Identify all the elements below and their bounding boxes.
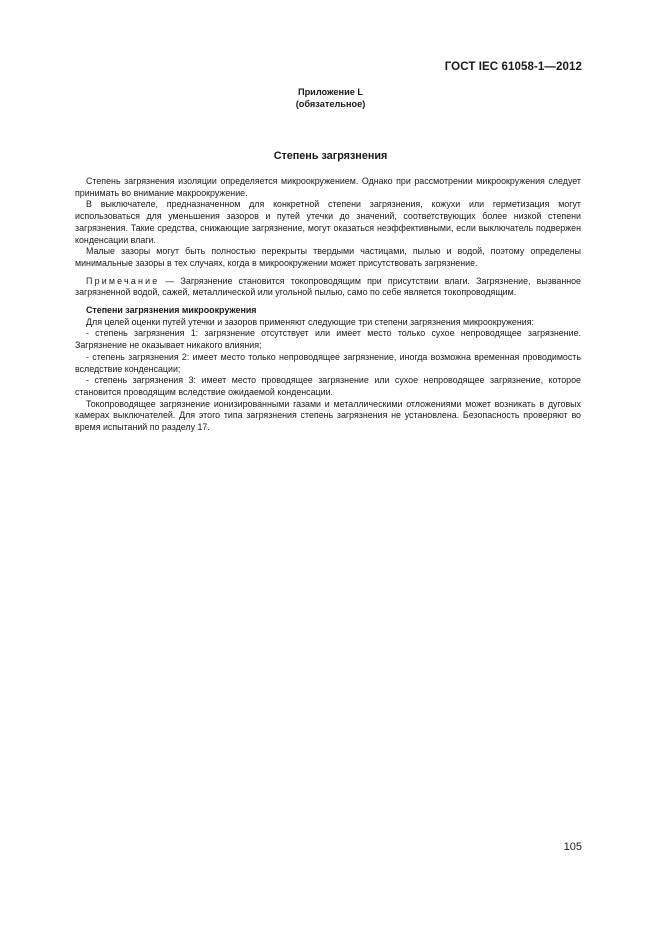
paragraph-enclosures: В выключателе, предназначенном для конкретной степени загрязнения, кожухи или герметизация могут использоваться для уменьшения зазоров и путей утечки до значений, соответствующих более низкой степени загрязнения. Такие средства, снижающие загрязнение, могут оказаться неэффективными, если выключатель подвержен конденсации влаги. (75, 199, 581, 245)
standard-code: ГОСТ IEC 61058-1—2012 (444, 61, 582, 73)
paragraph-microenvironment: Степень загрязнения изоляции определяется микроокружением. Однако при рассмотрении микроокружения следует принимать во внимание макроокружение. (75, 176, 581, 198)
list-item-degree-2: - степень загрязнения 2: имеет место только непроводящее загрязнение, иногда возможна временная проводимость вследствие конденсации; (75, 351, 581, 374)
annex-body (75, 176, 581, 434)
annex-heading (0, 87, 661, 110)
note-text: — Загрязнение становится токопроводящим при присутствии влаги. Загрязнение, вызванное загрязненной водой, сажей, металлической или угольной пылью, само по себе является токопроводящим. (75, 275, 581, 298)
list-item-degree-1: - степень загрязнения 1: загрязнение отсутствует или имеет место только сухое непроводящее загрязнение. Загрязнение не оказывает никакого влияния; (75, 328, 581, 351)
annex-status: (обязательное) (295, 98, 366, 109)
micro-intro: Для целей оценки путей утечки и зазоров применяют следующие три степени загрязнения микроокружения: (86, 316, 534, 327)
note (75, 276, 581, 299)
micro-heading: Степени загрязнения микроокружения (86, 305, 257, 316)
list-item-degree-3: - степень загрязнения 3: имеет место проводящее загрязнение или сухое непроводящее загрязнение, которое становится проводящим вследствие ожидаемой конденсации. (75, 375, 581, 397)
annex-label: Приложение L (297, 87, 364, 97)
paragraph-small-clearances: Малые зазоры могут быть полностью перекрыты твердыми частицами, пылью и водой, поэтому определены минимальные зазоры в тех случаях, когда в микроокружении может присутствовать загрязнение. (75, 246, 581, 268)
note-label: Примечание (86, 275, 160, 286)
annex-title: Степень загрязнения (273, 150, 388, 162)
paragraph-ionized-gases: Токопроводящее загрязнение ионизированными газами и металлическими отложениями может возникать в дуговых камерах выключателей. Для этого типа загрязнения степень загрязнения не установлена. Безопасность проверяют во время испытаний по разделу 17. (75, 398, 581, 433)
page-number: 105 (563, 841, 582, 853)
